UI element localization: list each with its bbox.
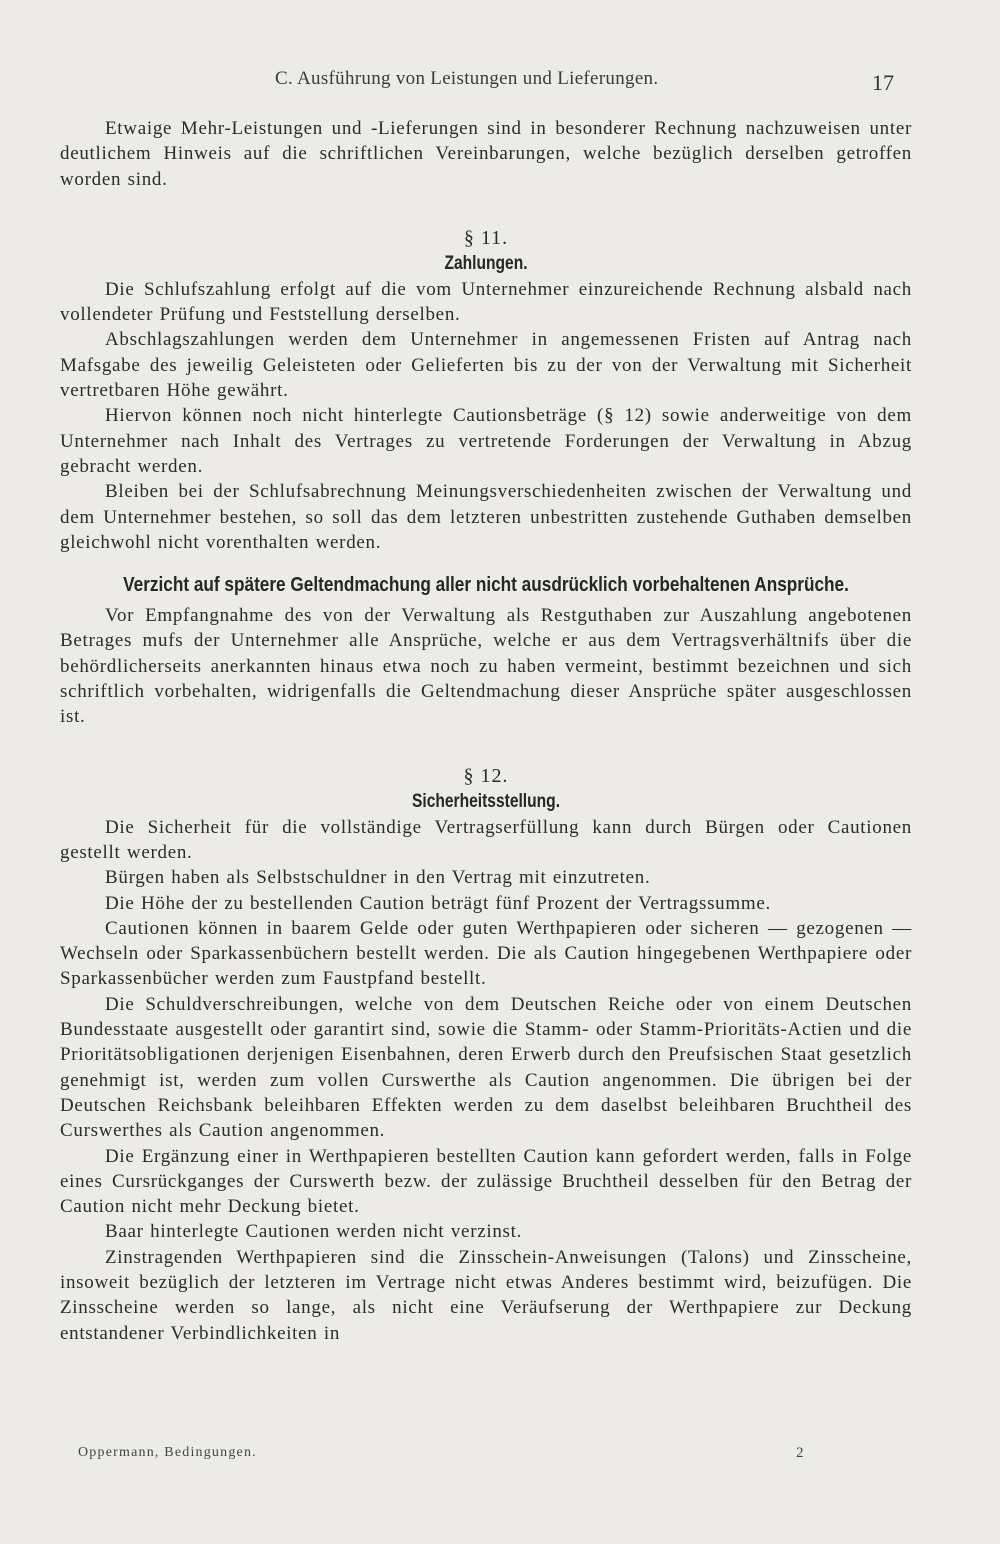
paragraph: Bürgen haben als Selbstschuldner in den Vertrag mit einzutreten. [105,867,651,889]
page-footer [0,1445,1000,1469]
running-head-title: C. Ausführung von Leistungen und Lieferungen. [275,68,659,89]
paragraph: Die Schuldverschreibungen, welche von dem Deutschen Reiche oder von einem Deutschen Bundesstaate ausgestellt oder garantirt sind, sowie die Stamm- oder Stamm-Prioritäts-Actien und die Prioritätsobligationen derjenigen Eisenbahnen, deren Erwerb durch den Preufsischen Staat gesetzlich genehmigt ist, werden zum vollen Curswerthe als Caution angenommen. Die übrigen bei der Deutschen Reichsbank beleihbaren Effekten werden zu dem daselbst beleihbaren Bruchtheil des Curswerthes als Caution angenommen. [60,993,912,1142]
section-11-subheading: Verzicht auf spätere Geltendmachung aller nicht ausdrücklich vorbehaltenen Ansprüche. [123,574,849,597]
paragraph: Die Schlufszahlung erfolgt auf die vom Unternehmer einzureichende Rechnung alsbald nach vollendeter Prüfung und Feststellung derselben. [60,278,912,326]
paragraph: Zinstragenden Werthpapieren sind die Zinsschein-Anweisungen (Talons) und Zinsscheine, insoweit bezüglich der letzteren im Vertrage nicht etwas Anderes bestimmt wird, beizufügen. Die Zinsscheine werden so lange, als nicht eine Veräufserung der Werthpapiere zur Deckung entstandener Verbindlichkeiten in [60,1246,912,1344]
paragraph: Hiervon können noch nicht hinterlegte Cautionsbeträge (§ 12) sowie anderweitige von dem Unternehmer nach Inhalt des Vertrages zu vertretende Forderungen der Verwaltung in Abzug gebracht werden. [60,405,912,477]
paragraph: Etwaige Mehr-Leistungen und -Lieferungen sind in besonderer Rechnung nachzuweisen unter deutlichem Hinweis auf die schriftlichen Vereinbarungen, welche bezüglich derselben getroffen worden sind. [60,118,912,190]
paragraph: Cautionen können in baarem Gelde oder guten Werthpapieren oder sicheren — gezogenen — Wechseln oder Sparkassenbüchern bestellt werden. Die als Caution hingegebenen Werthpapiere oder Sparkassenbücher werden zum Faustpfand bestellt. [60,917,912,990]
paragraph: Abschlagszahlungen werden dem Unternehmer in angemessenen Fristen auf Antrag nach Mafsgabe des jeweilig Geleisteten oder Gelieferten bis zu der von der Verwaltung mit Sicherheit vertretbaren Höhe gewährt. [60,329,912,402]
footer-sheet-number: 2 [796,1445,804,1461]
running-head [0,68,1000,98]
paragraph: Die Höhe der zu bestellenden Caution beträgt fünf Prozent der Vertragssumme. [105,892,771,914]
paragraph: Baar hinterlegte Cautionen werden nicht verzinst. [105,1221,523,1243]
section-12-mark: § 12. [463,764,509,787]
paragraph: Bleiben bei der Schlufsabrechnung Meinungsverschiedenheiten zwischen der Verwaltung und dem Unternehmer bestehen, so soll das dem letzteren unbestritten zustehende Guthaben demselben gleichwohl nicht vorenthalten werden. [60,481,912,553]
section-12-heading: Sicherheitsstellung. [411,790,561,812]
section-11-heading: Zahlungen. [444,252,528,274]
footer-author: Oppermann, Bedingungen. [78,1445,257,1460]
paragraph: Die Ergänzung einer in Werthpapieren bestellten Caution kann gefordert werden, falls in Folge eines Cursrückganges der Curswerth bezw. der zulässige Bruchtheil desselben für den Betrag der Caution nicht mehr Deckung bietet. [60,1145,912,1218]
paragraph: Die Sicherheit für die vollständige Vertragserfüllung kann durch Bürgen oder Cautionen gestellt werden. [60,816,912,863]
body-text [60,116,912,1346]
section-11-mark: § 11. [463,226,509,249]
paragraph: Vor Empfangnahme des von der Verwaltung als Restguthaben zur Auszahlung angebotenen Betrages mufs der Unternehmer alle Ansprüche, welche er aus dem Vertragsverhältnifs über die behördlicherseits anerkannten hinaus etwa noch zu haben vermeint, bestimmt bezeichnen und sich schriftlich vorbehalten, widrigenfalls die Geltendmachung dieser Ansprüche später ausgeschlossen ist. [60,605,912,728]
page-number: 17 [872,70,894,95]
